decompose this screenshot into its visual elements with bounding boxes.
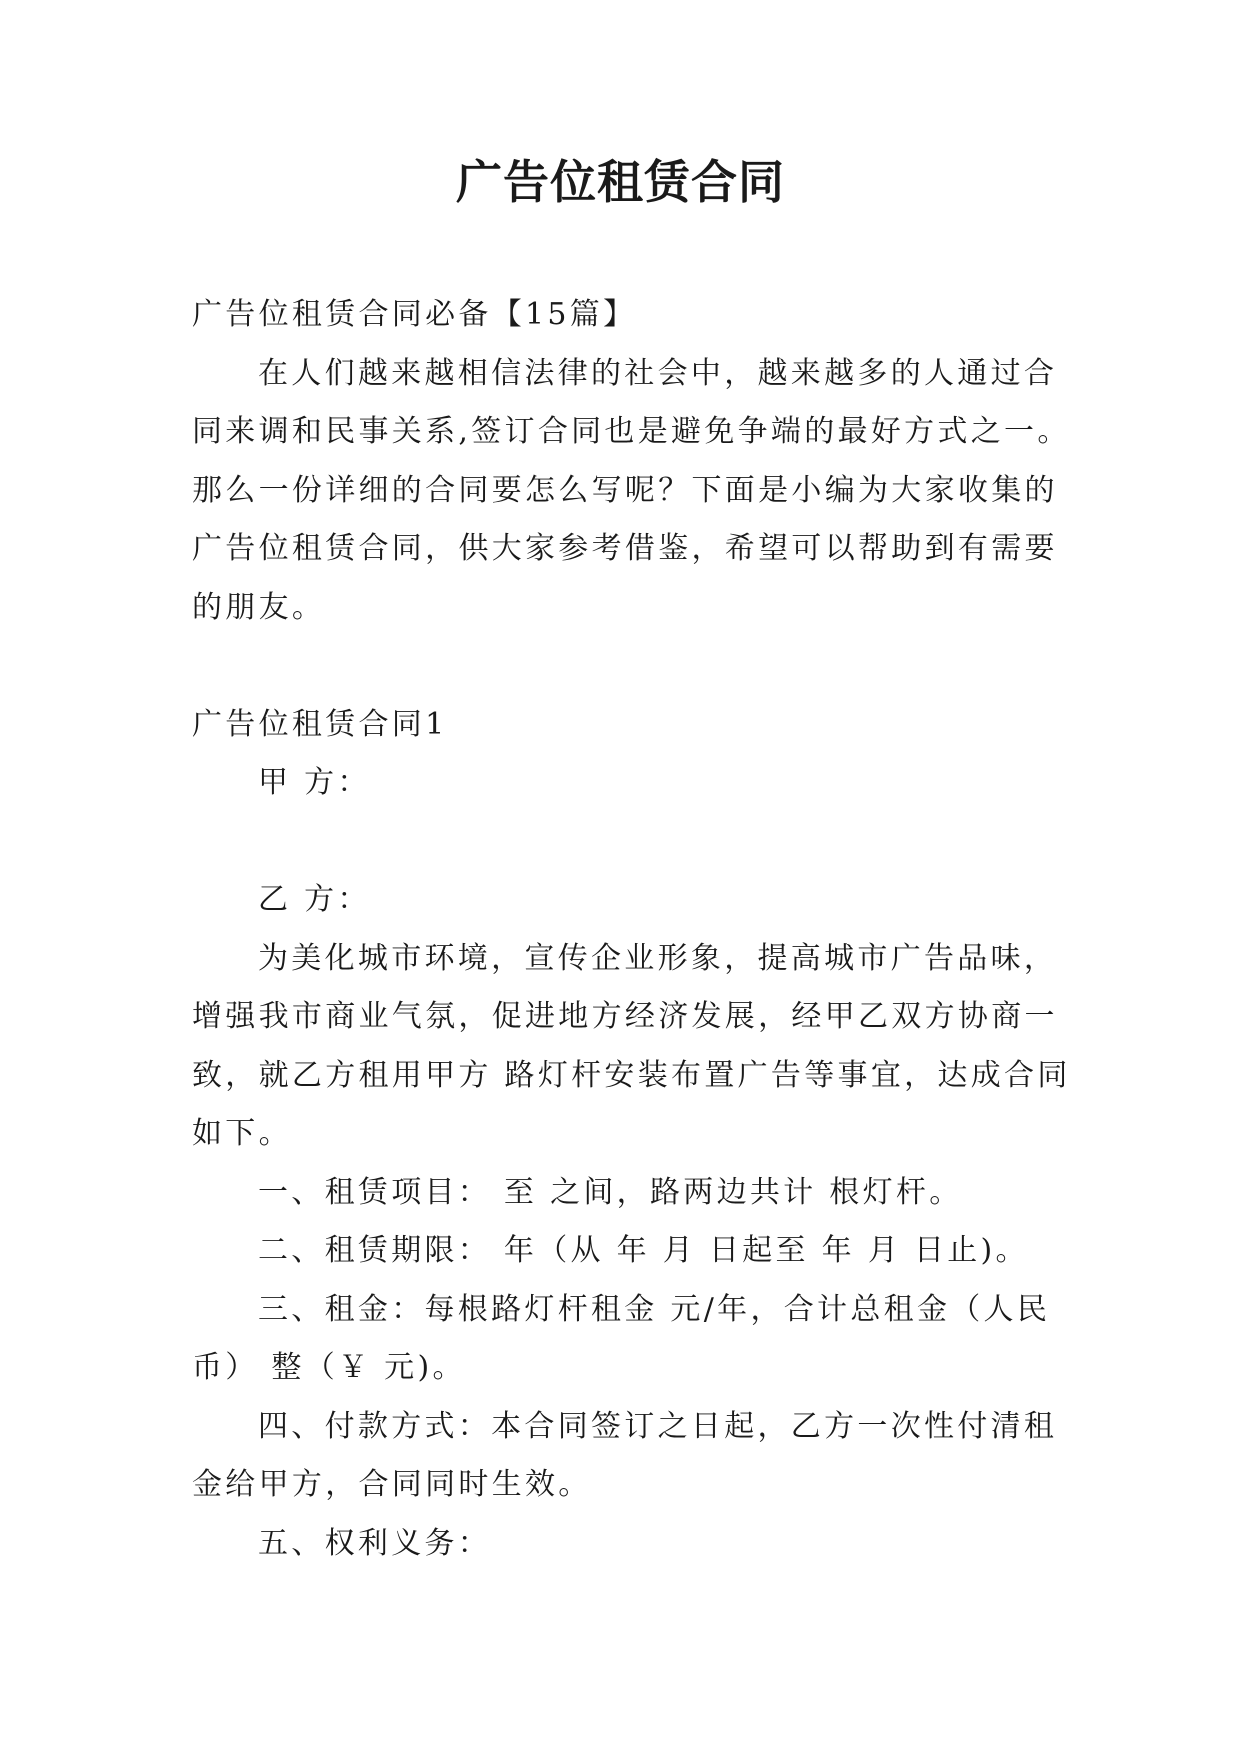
section-heading: 广告位租赁合同1 [192,706,448,742]
document-body [192,286,1072,1573]
preamble-paragraph: 为美化城市环境，宣传企业形象，提高城市广告品味，增强我市商业气氛，促进地方经济发展，经甲乙双方协商一致，就乙方租用甲方 路灯杆安装布置广告等事宜，达成合同如下。 [192,940,1071,1151]
clause-5: 五、权利义务： [258,1525,492,1561]
intro-paragraph: 在人们越来越相信法律的社会中，越来越多的人通过合同来调和民事关系,签订合同也是避免争端的最好方式之一。那么一份详细的合同要怎么写呢？下面是小编为大家收集的广告位租赁合同，供大家参考借鉴，希望可以帮助到有需要的朋友。 [192,355,1071,625]
clause-3: 三、租金：每根路灯杆租金 元/年，合计总租金（人民币） 整（￥ 元)。 [192,1291,1051,1385]
spacer [192,813,1072,872]
clause-2: 二、租赁期限： 年（从 年 月 日起至 年 月 日止)。 [258,1233,1029,1268]
document-subtitle: 广告位租赁合同必备【15篇】 [192,297,637,332]
party-b-line: 乙 方： [258,882,371,917]
spacer [192,637,1072,696]
clause-4: 四、付款方式：本合同签订之日起，乙方一次性付清租金给甲方，合同同时生效。 [192,1408,1058,1502]
party-a-line: 甲 方： [258,765,371,800]
document-title: 广告位租赁合同 [456,155,785,209]
clause-1: 一、租赁项目： 至 之间，路两边共计 根灯杆。 [258,1174,963,1210]
